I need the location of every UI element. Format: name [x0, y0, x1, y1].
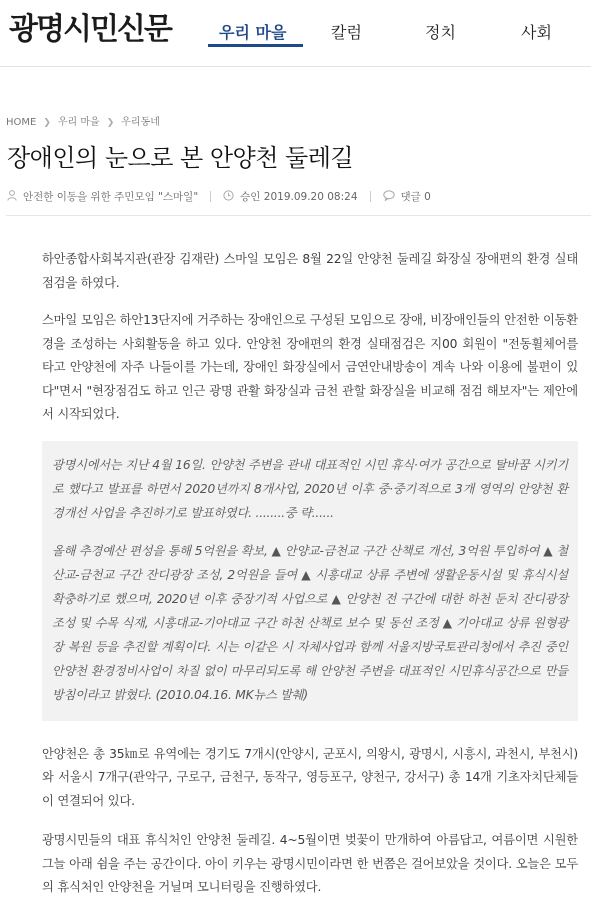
chevron-right-icon: ❯	[106, 118, 115, 128]
comment-icon	[383, 190, 395, 204]
paragraph: 안양천은 총 35㎞로 유역에는 경기도 7개시(안양시, 군포시, 의왕시, 광명시, 시흥시, 과천시, 부천시)와 서울시 7개구(관악구, 구로구, 금천구, 동작구, 영등포구, 양천구, 강서구) 총 14개 기초자치단체들이 연결되어 있다.	[42, 746, 578, 808]
date-info	[223, 189, 357, 204]
nav-item-village[interactable]: 우리 마을	[219, 23, 287, 42]
nav-active-indicator	[208, 44, 303, 47]
breadcrumb	[6, 113, 160, 128]
meta-divider	[370, 191, 371, 202]
nav-item-politics[interactable]: 정치	[425, 23, 456, 42]
chevron-right-icon: ❯	[43, 118, 51, 128]
meta-divider	[210, 191, 211, 202]
quote-paragraph: 올해 추경예산 편성을 통해 5억원을 확보, ▲ 안양교-금천교 구간 산책로 개선, 3억원 투입하여 ▲ 철산교-금천교 구간 잔디광장 조성, 2억원을 들여 ▲ 시흥대교 상류 주변에 생활운동시설 및 휴식시설 확충하기로 했으며, 2020년 이후 중장기적 사업으로 ▲ 안양천 전 구간에 대한 하천 둔치 잔디광장 조성 및 수목 식재, 시흥대교-기아대교 구간 하천 산책로 보수 및 동선 조정 ▲ 기아대교 상류 원형광장 복원 등을 추진할 계획이다. 시는 이같은 시 자체사업과 함께 서울지방국토관리청에서 추진 중인 안양천 환경정비사업이 차질 없이 마무리되도록 해 안양천 주변을 대표적인 시민휴식공간으로 만들 방침이라고 밝혔다. (2010.04.16. MK뉴스 발췌)	[52, 543, 568, 702]
meta-divider-line	[6, 215, 591, 216]
paragraph: 스마일 모임은 하안13단지에 거주하는 장애인으로 구성된 모임으로 장애, 비장애인들의 안전한 이동환경을 조성하는 사회활동을 하고 있다. 안양천 장애편의 환경 실태점검은 지00 회원이 "전동휠체어를 타고 안양천에 자주 나들이를 가는데, 장애인 화장실에서 금연안내방송이 계속 나와 이용에 불편이 있다"면서 "현장점검도 하고 인근 광명 관활 화장실과 금천 관할 화장실을 비교해 점검 해보자"는 제안에서 시작되었다.	[42, 313, 578, 421]
article-body	[42, 248, 578, 900]
publish-date: 승인 2019.09.20 08:24	[240, 191, 358, 203]
nav-item-column[interactable]: 칼럼	[331, 23, 362, 42]
quote-paragraph: 광명시에서는 지난 4월 16일. 안양천 주변을 관내 대표적인 시민 휴식·여가 공간으로 탈바꿈 시키기로 했다고 발표를 하면서 2020년까지 8개사업, 2020년 이후 중·중기적으로 3개 영역의 안양천 환경개선 사업을 추진하기로 발표하였다. ........중 략......	[52, 457, 568, 520]
breadcrumb-village[interactable]: 우리 마을	[57, 117, 100, 128]
comment-count[interactable]: 댓글 0	[400, 191, 431, 203]
comment-info[interactable]	[383, 189, 431, 204]
author-info	[7, 189, 198, 204]
paragraph: 광명시민들의 대표 휴식처인 안양천 둘레길. 4~5월이면 벚꽃이 만개하여 아름답고, 여름이면 시원한 그늘 아래 쉼을 주는 공간이다. 아이 키우는 광명시민이라면 한 번쯤은 걸어보았을 것이다. 오늘은 모두의 휴식처인 안양천을 거닐며 모니터링을 진행하였다.	[42, 833, 578, 894]
paragraph: 하안종합사회복지관(관장 김재란) 스마일 모임은 8월 22일 안양천 둘레길 화장실 장애편의 환경 실태점검을 하였다.	[42, 252, 578, 290]
nav-item-society[interactable]: 사회	[521, 23, 552, 42]
user-icon	[7, 190, 17, 204]
clock-icon	[223, 190, 234, 204]
site-header	[0, 0, 591, 67]
author-name[interactable]: 안전한 이동을 위한 주민모임 "스마일"	[23, 191, 199, 203]
breadcrumb-home[interactable]: HOME	[6, 117, 37, 128]
breadcrumb-neighborhood[interactable]: 우리동네	[121, 117, 160, 128]
article-title: 장애인의 눈으로 본 안양천 둘레길	[7, 144, 354, 172]
article-meta	[7, 189, 431, 204]
blockquote	[42, 441, 578, 721]
site-logo[interactable]: 광명시민신문	[9, 12, 171, 47]
